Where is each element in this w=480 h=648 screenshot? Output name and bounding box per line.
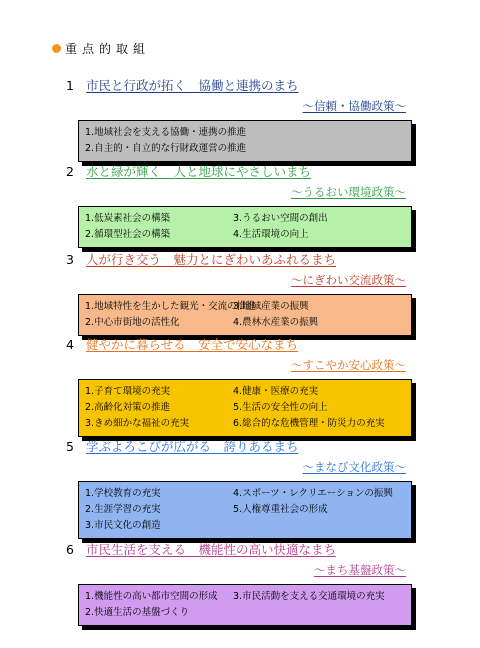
measures-box <box>78 584 412 626</box>
measure-item: 2.自主的・自立的な行財政運営の推進 <box>85 143 247 154</box>
section-title-line <box>66 250 416 268</box>
measure-row <box>85 486 405 502</box>
measures-box <box>78 379 412 437</box>
section-title: 健やかに暮らせる 安全で安心なまち <box>86 337 299 352</box>
section-number: 4 <box>66 337 74 352</box>
measure-item: 5.生活の安全性の向上 <box>233 402 328 413</box>
measure-item: 3.市民文化の創造 <box>85 520 161 531</box>
measure-item: 4.生活環境の向上 <box>233 229 309 240</box>
section-title-line <box>66 335 416 353</box>
measure-row <box>85 416 405 432</box>
measure-item: 4.スポーツ・レクリエーションの振興 <box>233 488 393 499</box>
measure-item: 4.健康・医療の充実 <box>233 386 319 397</box>
section-subtitle: ～まなび文化政策～ <box>302 460 406 474</box>
measure-row <box>85 125 405 141</box>
measure-row <box>85 400 405 416</box>
page-heading <box>52 40 150 57</box>
measure-item: 1.地域社会を支える協働・連携の推進 <box>85 127 247 138</box>
section-title-line <box>66 162 416 180</box>
section-title-line <box>66 540 416 558</box>
section-subtitle: ～うるおい環境政策～ <box>291 185 406 199</box>
measure-item: 3.うるおい空間の創出 <box>233 213 328 224</box>
measure-item: 4.農林水産業の振興 <box>233 317 319 328</box>
heading-text: 重点的取組 <box>65 42 151 56</box>
policy-section-1 <box>66 76 416 162</box>
measure-row <box>85 589 405 605</box>
measure-item: 2.循環型社会の構築 <box>85 229 171 240</box>
measure-item: 2.生涯学習の充実 <box>85 504 161 515</box>
measure-row <box>85 605 405 621</box>
measure-item: 2.快適生活の基盤づくり <box>85 607 190 618</box>
section-title-line <box>66 76 416 94</box>
policy-section-5 <box>66 437 416 539</box>
section-title: 市民生活を支える 機能性の高い快適なまち <box>86 542 337 557</box>
section-title: 市民と行政が拓く 協働と連携のまち <box>86 78 299 93</box>
measure-item: 1.機能性の高い都市空間の形成 <box>85 591 218 602</box>
measure-item: 6.総合的な危機管理・防災力の充実 <box>233 418 385 429</box>
section-subtitle: ～信頼・協働政策～ <box>302 99 406 113</box>
heading-bullet-icon <box>52 44 61 53</box>
section-subtitle: ～すこやか安心政策～ <box>291 358 406 372</box>
measure-row <box>85 315 405 331</box>
measure-item: 1.低炭素社会の構築 <box>85 213 171 224</box>
measures-box <box>78 120 412 162</box>
section-number: 2 <box>66 164 74 179</box>
measure-item: 1.地域特性を生かした観光・交流の推進 <box>85 301 256 312</box>
measure-item: 3.きめ細かな福祉の充実 <box>85 418 190 429</box>
section-title: 学ぶよろこびが広がる 誇りあるまち <box>86 439 299 454</box>
policy-section-4 <box>66 335 416 437</box>
measure-row <box>85 299 405 315</box>
section-number: 1 <box>66 78 74 93</box>
policy-section-6 <box>66 540 416 626</box>
section-subtitle: ～まち基盤政策～ <box>314 563 406 577</box>
measure-item: 3.市民活動を支える交通環境の充実 <box>233 591 385 602</box>
policy-section-3 <box>66 250 416 336</box>
section-number: 6 <box>66 542 74 557</box>
measure-row <box>85 211 405 227</box>
section-subtitle: ～にぎわい交流政策～ <box>291 273 406 287</box>
measure-row <box>85 141 405 157</box>
section-number: 3 <box>66 252 74 267</box>
measure-item: 3.地域産業の振興 <box>233 301 309 312</box>
measures-box <box>78 294 412 336</box>
section-title-line <box>66 437 416 455</box>
measure-row <box>85 502 405 518</box>
measure-item: 1.学校教育の充実 <box>85 488 161 499</box>
policy-section-2 <box>66 162 416 248</box>
measure-row <box>85 518 405 534</box>
section-title: 水と緑が輝く 人と地球にやさしいまち <box>86 164 312 179</box>
measure-item: 5.人権尊重社会の形成 <box>233 504 328 515</box>
measure-item: 1.子育て環境の充実 <box>85 386 171 397</box>
measure-row <box>85 384 405 400</box>
measures-box <box>78 206 412 248</box>
measure-item: 2.高齢化対策の推進 <box>85 402 171 413</box>
measure-item: 2.中心市街地の活性化 <box>85 317 180 328</box>
section-title: 人が行き交う 魅力とにぎわいあふれるまち <box>86 252 337 267</box>
measures-box <box>78 481 412 539</box>
measure-row <box>85 227 405 243</box>
section-number: 5 <box>66 439 74 454</box>
